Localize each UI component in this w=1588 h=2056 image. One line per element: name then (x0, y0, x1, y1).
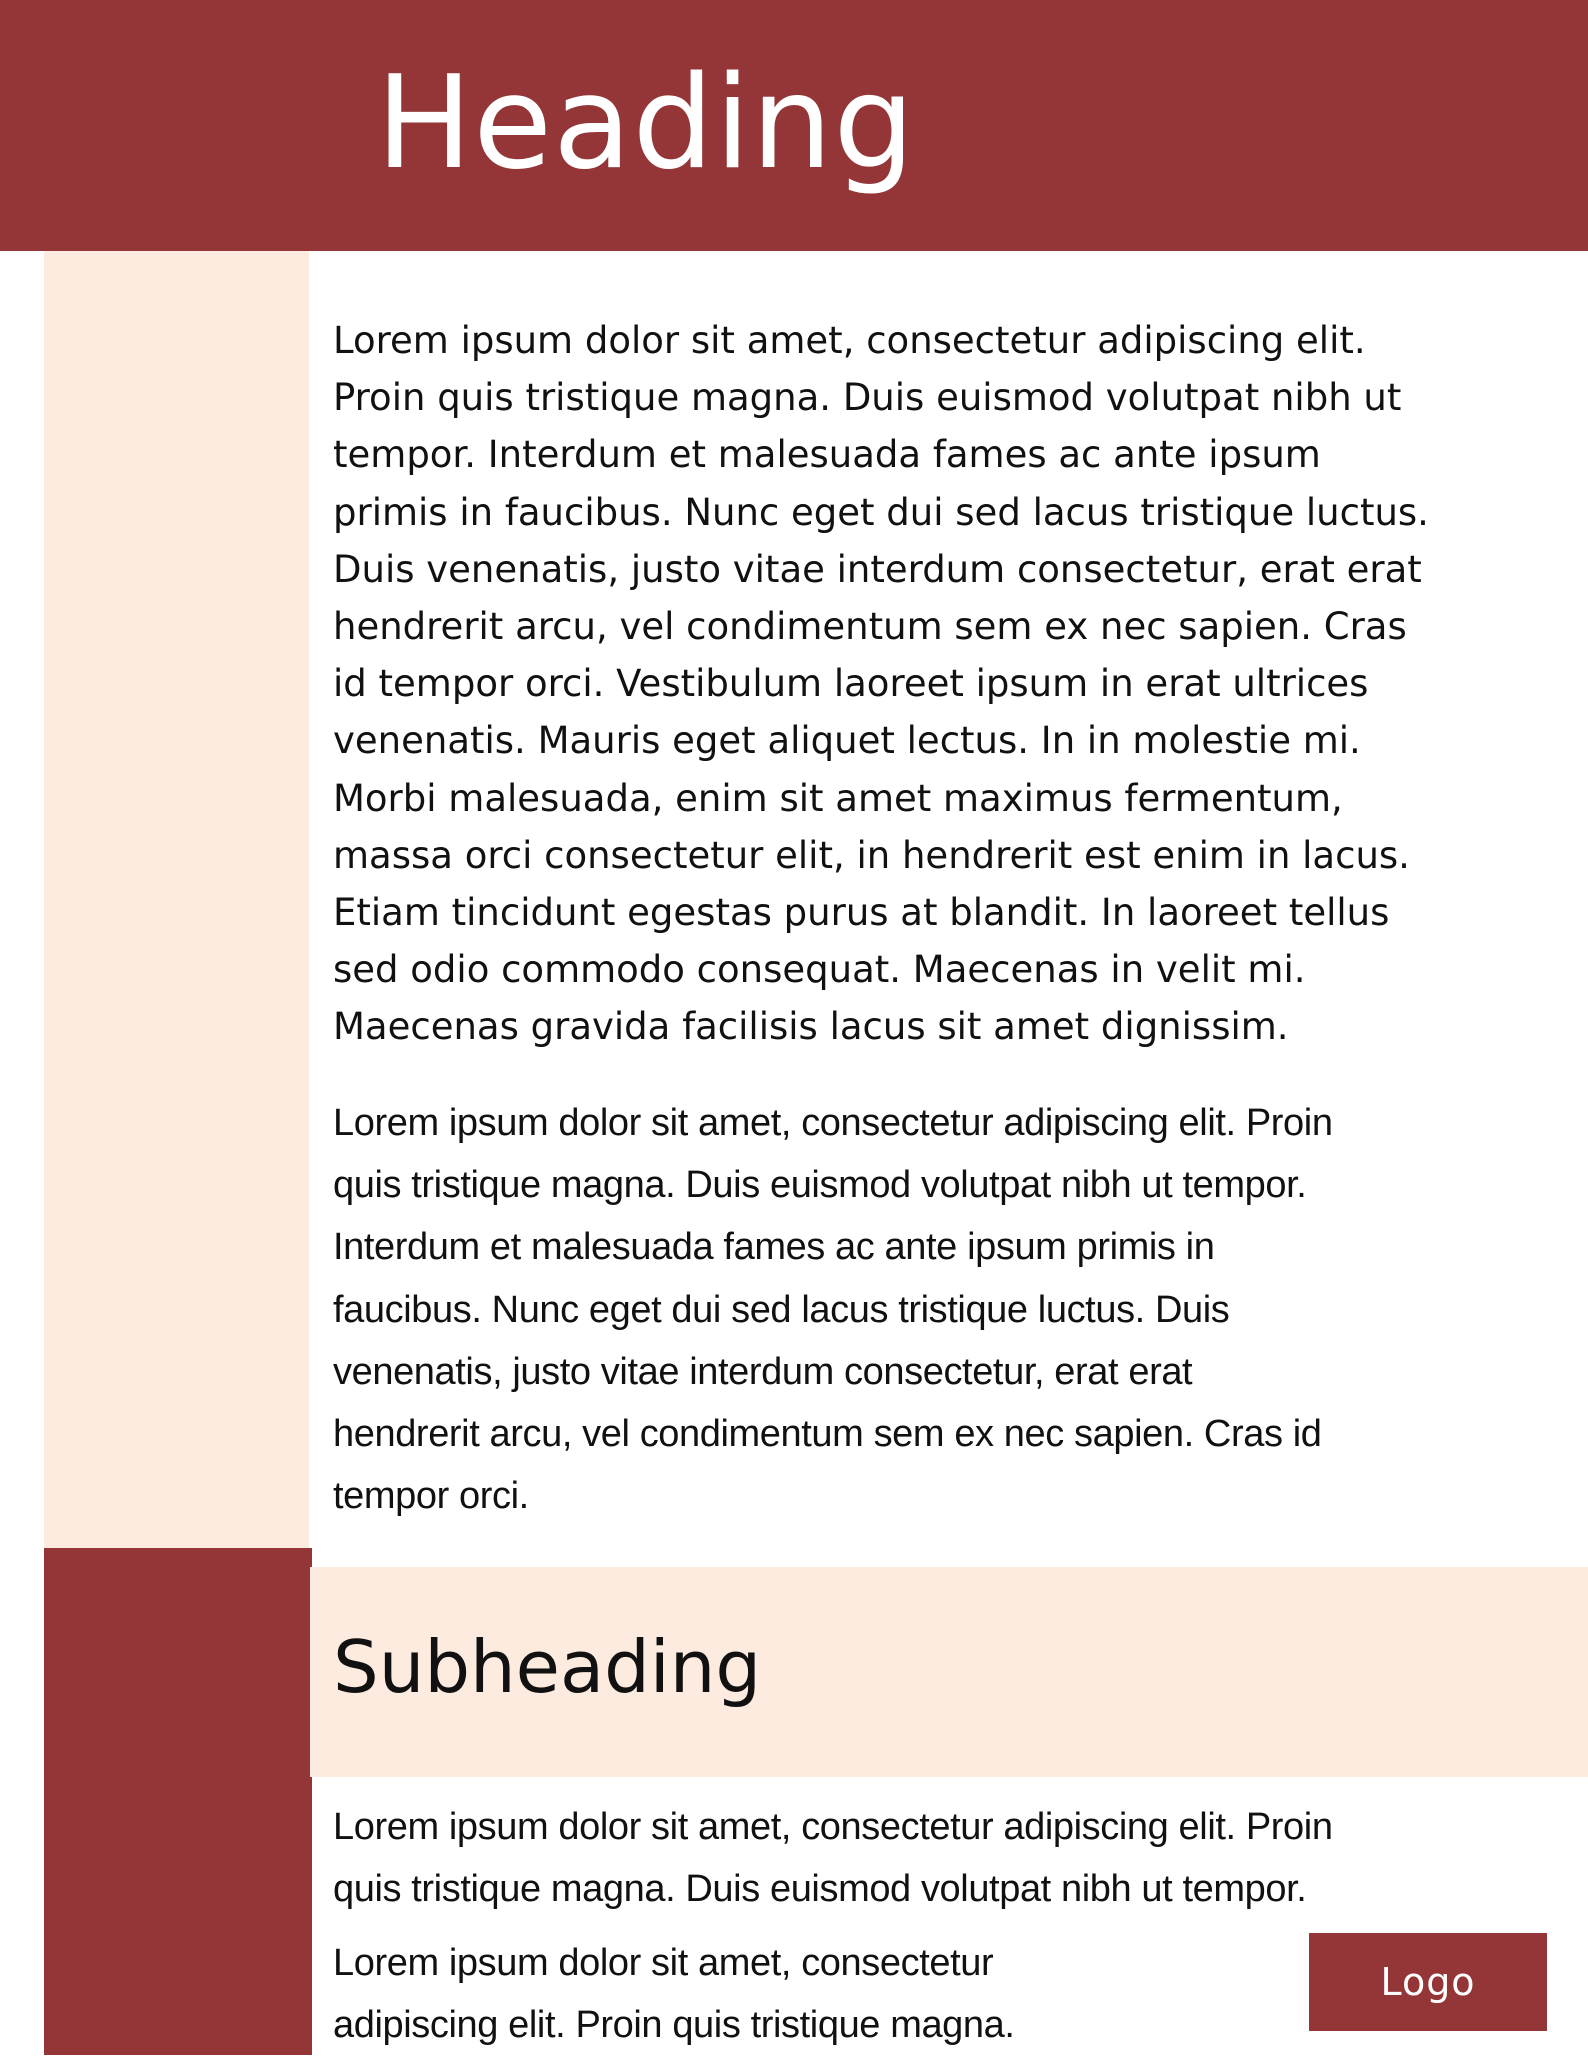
paragraph-line: Morbi malesuada, enim sit amet maximus fermentum, (333, 776, 1343, 820)
paragraph-line: venenatis, justo vitae interdum consectetur, erat erat (333, 1350, 1193, 1393)
paragraph-line: massa orci consectetur elit, in hendrerit est enim in lacus. (333, 833, 1410, 877)
left-accent-column-peach (44, 251, 309, 1548)
paragraph-line: adipiscing elit. Proin quis tristique magna. (333, 2004, 1015, 2047)
paragraph-line: Lorem ipsum dolor sit amet, consectetur adipiscing elit. (333, 319, 1366, 362)
paragraph-line: tempor. Interdum et malesuada fames ac ante ipsum (333, 433, 1321, 477)
body-paragraph-2 (333, 1092, 1563, 1527)
section-subheading: Subheading (333, 1625, 762, 1709)
paragraph-line: Lorem ipsum dolor sit amet, consectetur adipiscing elit. Proin (333, 1806, 1333, 1848)
paragraph-line: tempor orci. (333, 1475, 529, 1518)
page-title: Heading (376, 49, 916, 198)
left-accent-column-red (44, 1548, 312, 2055)
paragraph-line: Duis venenatis, justo vitae interdum consectetur, erat erat (333, 547, 1422, 591)
paragraph-line: Lorem ipsum dolor sit amet, consectetur (333, 1942, 994, 1984)
paragraph-line: Maecenas gravida facilisis lacus sit amet dignissim. (333, 1005, 1289, 1049)
paragraph-line: faucibus. Nunc eget dui sed lacus tristique luctus. Duis (333, 1288, 1230, 1331)
paragraph-line: Interdum et malesuada fames ac ante ipsum primis in (333, 1226, 1215, 1269)
paragraph-line: Proin quis tristique magna. Duis euismod volutpat nibh ut (333, 376, 1402, 420)
paragraph-line: sed odio commodo consequat. Maecenas in velit mi. (333, 948, 1306, 992)
paragraph-line: hendrerit arcu, vel condimentum sem ex nec sapien. Cras id (333, 1413, 1322, 1456)
paragraph-line: id tempor orci. Vestibulum laoreet ipsum in erat ultrices (333, 662, 1369, 706)
section-paragraph-1 (333, 1796, 1563, 1920)
paragraph-line: primis in faucibus. Nunc eget dui sed lacus tristique luctus. (333, 490, 1429, 534)
paragraph-line: Lorem ipsum dolor sit amet, consectetur adipiscing elit. Proin (333, 1102, 1333, 1144)
paragraph-line: quis tristique magna. Duis euismod volutpat nibh ut tempor. (333, 1164, 1307, 1207)
paragraph-line: Etiam tincidunt egestas purus at blandit. In laoreet tellus (333, 891, 1390, 935)
section-paragraph-2 (333, 1932, 1283, 2056)
paragraph-line: venenatis. Mauris eget aliquet lectus. In in molestie mi. (333, 719, 1361, 763)
body-paragraph-1 (333, 312, 1563, 1056)
paragraph-line: hendrerit arcu, vel condimentum sem ex nec sapien. Cras (333, 605, 1407, 649)
logo-label: Logo (1380, 1960, 1476, 2004)
paragraph-line: quis tristique magna. Duis euismod volutpat nibh ut tempor. (333, 1868, 1307, 1911)
logo-badge (1309, 1933, 1547, 2031)
